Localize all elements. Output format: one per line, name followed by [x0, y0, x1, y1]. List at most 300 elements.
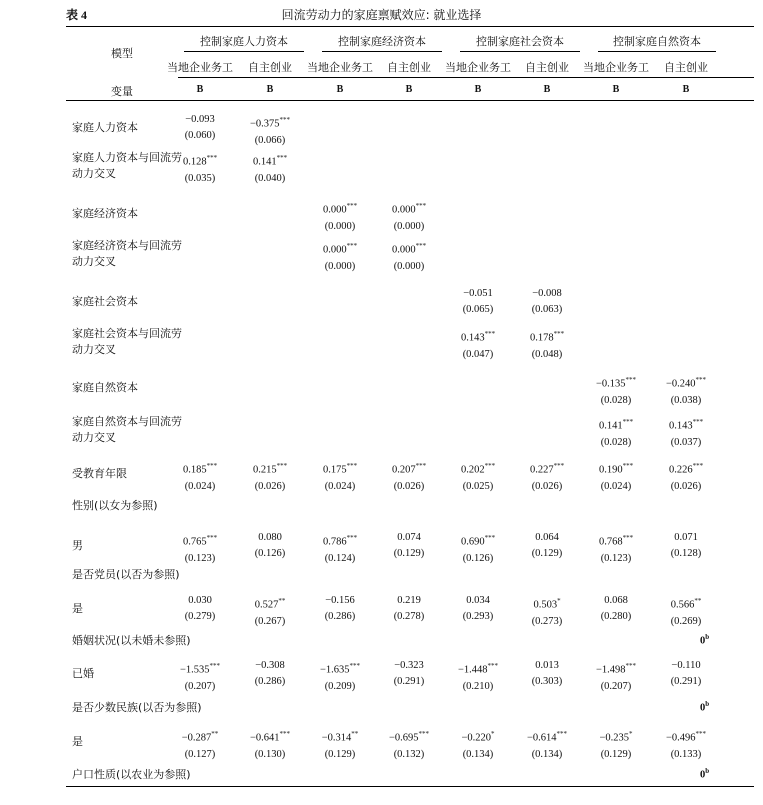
table-cell	[443, 326, 513, 363]
coefficient	[443, 658, 513, 679]
table-cell	[374, 658, 444, 690]
standard-error: (0.273)	[531, 615, 563, 627]
coefficient-value: 0.690	[460, 536, 485, 548]
standard-error: (0.129)	[600, 748, 632, 760]
coefficient-value: −0.051	[463, 288, 493, 299]
significance: ***	[415, 202, 427, 210]
significance: **	[278, 597, 286, 605]
standard-error: (0.291)	[670, 676, 702, 687]
coefficient	[235, 726, 305, 747]
variable-header: 变量	[111, 85, 133, 98]
table-cell	[651, 414, 721, 451]
coefficient-value: 0.503	[533, 599, 558, 611]
coef-label: B	[336, 84, 344, 95]
column-header: 自主创业	[525, 61, 569, 74]
reference-sup: b	[705, 767, 710, 775]
coefficient-value: 0.202	[460, 464, 485, 476]
standard-error: (0.123)	[184, 552, 216, 564]
coefficient	[512, 458, 582, 479]
standard-error: (0.303)	[531, 676, 563, 687]
reference-sup: b	[705, 700, 710, 708]
standard-error: (0.267)	[254, 615, 286, 627]
coefficient-value: 0.000	[322, 204, 347, 216]
standard-error: (0.000)	[324, 220, 356, 232]
coefficient	[305, 238, 375, 259]
table-cell	[235, 530, 305, 562]
coefficient	[581, 372, 651, 393]
standard-error: (0.047)	[462, 348, 494, 360]
coefficient-value: 0.000	[391, 204, 416, 216]
table-label: 表 4	[66, 8, 88, 22]
coefficient	[374, 658, 444, 674]
coefficient-value: 0.064	[535, 532, 559, 543]
standard-error: (0.128)	[670, 548, 702, 559]
row-label: 婚姻状况(以未婚未参照)	[72, 634, 191, 647]
column-header: 自主创业	[248, 61, 292, 74]
table-cell	[581, 658, 651, 695]
table-cell	[651, 593, 721, 630]
row-label: 家庭人力资本与回流劳动力交叉	[72, 151, 182, 180]
model-header: 模型	[111, 47, 133, 60]
table-cell	[374, 726, 444, 763]
table-cell	[512, 530, 582, 562]
table-cell	[443, 530, 513, 567]
coefficient	[235, 658, 305, 674]
coefficient-value: −1.535	[179, 664, 210, 676]
coefficient-value: −0.496	[665, 732, 696, 744]
table-cell	[305, 658, 375, 695]
table-cell	[374, 593, 444, 625]
coef-label: B	[543, 84, 551, 95]
table-cell	[512, 593, 582, 630]
standard-error: (0.286)	[324, 611, 356, 622]
table-cell	[165, 658, 235, 695]
significance: ***	[692, 462, 704, 470]
coef-label: B	[612, 84, 620, 95]
standard-error: (0.066)	[254, 134, 286, 146]
standard-error: (0.060)	[184, 130, 216, 141]
coefficient	[165, 458, 235, 479]
standard-error: (0.026)	[254, 480, 286, 492]
significance: ***	[276, 462, 288, 470]
significance: ***	[622, 462, 634, 470]
standard-error: (0.293)	[462, 611, 494, 622]
table-cell	[443, 286, 513, 318]
coefficient	[512, 658, 582, 674]
table-cell	[374, 530, 444, 562]
coef-label: B	[474, 84, 482, 95]
standard-error: (0.279)	[184, 611, 216, 622]
standard-error: (0.037)	[670, 436, 702, 448]
significance: ***	[346, 462, 358, 470]
table-cell	[651, 372, 721, 409]
coefficient-value: −0.093	[185, 114, 215, 125]
coefficient	[512, 286, 582, 302]
standard-error: (0.126)	[254, 548, 286, 559]
coefficient	[581, 593, 651, 609]
row-label: 是	[72, 735, 83, 748]
standard-error: (0.028)	[600, 394, 632, 406]
standard-error: (0.134)	[462, 748, 494, 760]
standard-error: (0.129)	[324, 748, 356, 760]
coefficient	[651, 658, 721, 674]
table-cell	[165, 530, 235, 567]
row-label: 是否党员(以否为参照)	[72, 568, 180, 581]
body-rule	[66, 100, 754, 101]
column-header: 当地企业务工	[167, 61, 233, 74]
standard-error: (0.025)	[462, 480, 494, 492]
significance: ***	[695, 376, 707, 384]
row-label: 男	[72, 539, 83, 552]
row-label: 户口性质(以农业为参照)	[72, 768, 191, 781]
standard-error: (0.207)	[184, 680, 216, 692]
standard-error: (0.133)	[670, 748, 702, 760]
coefficient-value: −0.110	[671, 660, 701, 671]
standard-error: (0.024)	[600, 480, 632, 492]
significance: ***	[346, 534, 358, 542]
coefficient-value: −1.448	[457, 664, 488, 676]
coefficient	[581, 658, 651, 679]
row-label: 性别(以女为参照)	[72, 499, 158, 512]
coefficient	[305, 658, 375, 679]
significance: ***	[415, 462, 427, 470]
row-label: 受教育年限	[72, 467, 127, 480]
standard-error: (0.210)	[462, 680, 494, 692]
coefficient-value: 0.013	[535, 660, 559, 671]
coefficient-value: −0.375	[249, 118, 280, 130]
significance: ***	[487, 662, 499, 670]
coefficient	[512, 530, 582, 546]
coefficient	[235, 593, 305, 614]
coefficient-value: 0.074	[397, 532, 421, 543]
significance: ***	[622, 418, 634, 426]
standard-error: (0.000)	[393, 220, 425, 232]
table-cell	[165, 112, 235, 144]
reference-value: 0$^b$	[700, 767, 710, 781]
coefficient-value: −0.240	[665, 378, 696, 390]
column-header: 自主创业	[387, 61, 431, 74]
significance: **	[351, 730, 359, 738]
coefficient	[165, 593, 235, 609]
table-cell	[165, 150, 235, 187]
standard-error: (0.278)	[393, 611, 425, 622]
group-underline	[460, 51, 580, 52]
standard-error: (0.127)	[184, 748, 216, 760]
coefficient	[581, 726, 651, 747]
coefficient-value: 0.000	[322, 244, 347, 256]
coefficient-value: −0.135	[595, 378, 626, 390]
row-label: 家庭经济资本	[72, 207, 138, 220]
group-underline	[322, 51, 442, 52]
standard-error: (0.000)	[324, 260, 356, 272]
table-cell	[165, 458, 235, 495]
standard-error: (0.000)	[393, 260, 425, 272]
significance: ***	[206, 534, 218, 542]
standard-error: (0.129)	[531, 548, 563, 559]
coefficient	[374, 593, 444, 609]
coefficient	[443, 726, 513, 747]
table-cell	[443, 726, 513, 763]
coefficient	[374, 238, 444, 259]
coefficient	[165, 112, 235, 128]
coefficient	[235, 530, 305, 546]
coefficient-value: 0.786	[322, 536, 347, 548]
coefficient	[165, 726, 235, 747]
coefficient-value: 0.030	[188, 595, 212, 606]
standard-error: (0.123)	[600, 552, 632, 564]
coefficient	[443, 593, 513, 609]
significance: ***	[625, 376, 637, 384]
coefficient	[651, 593, 721, 614]
standard-error: (0.291)	[393, 676, 425, 687]
coefficient	[651, 530, 721, 546]
table-cell	[443, 593, 513, 625]
significance: *	[557, 597, 561, 605]
coefficient-value: −0.220	[461, 732, 492, 744]
row-label: 家庭经济资本与回流劳动力交叉	[72, 239, 182, 268]
coefficient-value: 0.143	[668, 420, 693, 432]
reference-value: 0$^b$	[700, 633, 710, 647]
coefficient	[581, 530, 651, 551]
table-cell	[581, 593, 651, 625]
coefficient-value: 0.141	[252, 156, 277, 168]
coefficient-value: 0.566	[670, 599, 695, 611]
significance: ***	[484, 330, 496, 338]
standard-error: (0.207)	[600, 680, 632, 692]
table-cell	[581, 414, 651, 451]
table-cell	[235, 726, 305, 763]
table-cell	[651, 658, 721, 690]
top-rule	[66, 26, 754, 27]
column-header: 当地企业务工	[307, 61, 373, 74]
significance: ***	[279, 730, 291, 738]
standard-error: (0.129)	[393, 548, 425, 559]
coefficient-value: −0.614	[526, 732, 557, 744]
coefficient	[374, 530, 444, 546]
significance: ***	[349, 662, 361, 670]
coefficient	[581, 414, 651, 435]
significance: ***	[625, 662, 637, 670]
table-cell	[165, 593, 235, 625]
coef-label: B	[682, 84, 690, 95]
coefficient	[443, 458, 513, 479]
coefficient	[374, 458, 444, 479]
significance: *	[491, 730, 495, 738]
coefficient	[651, 372, 721, 393]
coefficient-value: 0.185	[182, 464, 207, 476]
coefficient-value: −1.498	[595, 664, 626, 676]
group-header: 控制家庭社会资本	[476, 35, 564, 48]
coefficient	[374, 726, 444, 747]
table-cell	[305, 238, 375, 275]
coefficient	[512, 593, 582, 614]
table-cell	[512, 658, 582, 690]
row-label: 是否少数民族(以否为参照)	[72, 701, 202, 714]
coefficient	[651, 414, 721, 435]
column-header: 当地企业务工	[445, 61, 511, 74]
coefficient-value: −0.287	[181, 732, 212, 744]
coefficient	[512, 726, 582, 747]
coefficient-value: −0.641	[249, 732, 280, 744]
standard-error: (0.048)	[531, 348, 563, 360]
coefficient-value: −0.235	[599, 732, 630, 744]
significance: ***	[209, 662, 221, 670]
significance: ***	[484, 462, 496, 470]
standard-error: (0.063)	[531, 304, 563, 315]
coefficient	[443, 326, 513, 347]
table-cell	[165, 726, 235, 763]
coefficient	[165, 658, 235, 679]
coefficient-value: 0.080	[258, 532, 282, 543]
coef-label: B	[196, 84, 204, 95]
table-cell	[305, 198, 375, 235]
row-label: 是	[72, 602, 83, 615]
significance: ***	[346, 202, 358, 210]
coefficient	[374, 198, 444, 219]
table-cell	[651, 530, 721, 562]
standard-error: (0.026)	[531, 480, 563, 492]
coefficient-value: 0.527	[254, 599, 279, 611]
coefficient-value: −0.323	[394, 660, 424, 671]
coefficient-value: 0.034	[466, 595, 490, 606]
standard-error: (0.132)	[393, 748, 425, 760]
coefficient	[235, 458, 305, 479]
coefficient-value: 0.000	[391, 244, 416, 256]
row-label: 家庭自然资本	[72, 381, 138, 394]
coefficient-value: 0.128	[182, 156, 207, 168]
standard-error: (0.040)	[254, 172, 286, 184]
bottom-rule	[66, 786, 754, 787]
significance: ***	[206, 154, 218, 162]
standard-error: (0.065)	[462, 304, 494, 315]
coefficient	[305, 593, 375, 609]
significance: ***	[553, 462, 565, 470]
coefficient	[512, 326, 582, 347]
coefficient	[235, 112, 305, 133]
significance: ***	[553, 330, 565, 338]
coefficient-value: 0.068	[604, 595, 628, 606]
table-cell	[512, 286, 582, 318]
standard-error: (0.026)	[393, 480, 425, 492]
table-cell	[374, 238, 444, 275]
standard-error: (0.280)	[600, 611, 632, 622]
coefficient	[235, 150, 305, 171]
coefficient-value: 0.227	[529, 464, 554, 476]
coefficient	[165, 530, 235, 551]
coefficient-value: 0.207	[391, 464, 416, 476]
coefficient	[443, 530, 513, 551]
table-cell	[581, 458, 651, 495]
coefficient-value: 0.219	[397, 595, 421, 606]
table-cell	[374, 458, 444, 495]
standard-error: (0.038)	[670, 394, 702, 406]
row-label: 已婚	[72, 667, 94, 680]
coefficient-value: 0.143	[460, 332, 485, 344]
group-underline	[184, 51, 304, 52]
coefficient-value: 0.215	[252, 464, 277, 476]
table-cell	[305, 458, 375, 495]
coefficient-value: 0.175	[322, 464, 347, 476]
significance: ***	[346, 242, 358, 250]
table-cell	[374, 198, 444, 235]
coefficient-value: −0.008	[532, 288, 562, 299]
coefficient	[651, 726, 721, 747]
coefficient-value: 0.178	[529, 332, 554, 344]
significance: **	[694, 597, 702, 605]
reference-value: 0$^b$	[700, 700, 710, 714]
table-cell	[235, 593, 305, 630]
table-cell	[581, 726, 651, 763]
column-header: 自主创业	[664, 61, 708, 74]
table-cell	[443, 658, 513, 695]
table-cell	[581, 372, 651, 409]
significance: ***	[418, 730, 430, 738]
standard-error: (0.126)	[462, 552, 494, 564]
standard-error: (0.024)	[324, 480, 356, 492]
significance: ***	[484, 534, 496, 542]
table-title: 回流劳动力的家庭禀赋效应: 就业选择	[281, 8, 482, 22]
significance: ***	[692, 418, 704, 426]
standard-error: (0.124)	[324, 552, 356, 564]
coef-label: B	[266, 84, 274, 95]
coefficient-value: 0.765	[182, 536, 207, 548]
coefficient	[165, 150, 235, 171]
table-cell	[235, 112, 305, 149]
table-cell	[512, 726, 582, 763]
coefficient-value: −1.635	[319, 664, 350, 676]
row-label: 家庭自然资本与回流劳动力交叉	[72, 415, 182, 444]
significance: ***	[279, 116, 291, 124]
significance: ***	[695, 730, 707, 738]
significance: ***	[276, 154, 288, 162]
coefficient-value: −0.314	[321, 732, 352, 744]
significance: ***	[556, 730, 568, 738]
significance: ***	[206, 462, 218, 470]
coefficient-value: −0.308	[255, 660, 285, 671]
significance: ***	[415, 242, 427, 250]
reference-sup: b	[705, 633, 710, 641]
standard-error: (0.028)	[600, 436, 632, 448]
table-cell	[581, 530, 651, 567]
coefficient-value: 0.226	[668, 464, 693, 476]
table-cell	[512, 458, 582, 495]
coefficient	[443, 286, 513, 302]
table-cell	[305, 726, 375, 763]
significance: *	[629, 730, 633, 738]
table-cell	[305, 593, 375, 625]
row-label: 家庭社会资本	[72, 295, 138, 308]
coefficient	[651, 458, 721, 479]
coefficient	[305, 198, 375, 219]
coefficient-value: −0.695	[388, 732, 419, 744]
group-header: 控制家庭自然资本	[613, 35, 701, 48]
coefficient	[305, 458, 375, 479]
coefficient-value: 0.141	[598, 420, 623, 432]
table-cell	[651, 458, 721, 495]
standard-error: (0.024)	[184, 480, 216, 492]
significance: **	[211, 730, 219, 738]
table-cell	[651, 726, 721, 763]
coefficient-value: 0.190	[598, 464, 623, 476]
group-underline	[598, 51, 716, 52]
table-cell	[235, 458, 305, 495]
standard-error: (0.026)	[670, 480, 702, 492]
coefficient-value: 0.071	[674, 532, 698, 543]
standard-error: (0.269)	[670, 615, 702, 627]
standard-error: (0.209)	[324, 680, 356, 692]
standard-error: (0.035)	[184, 172, 216, 184]
header-rule	[178, 77, 754, 78]
